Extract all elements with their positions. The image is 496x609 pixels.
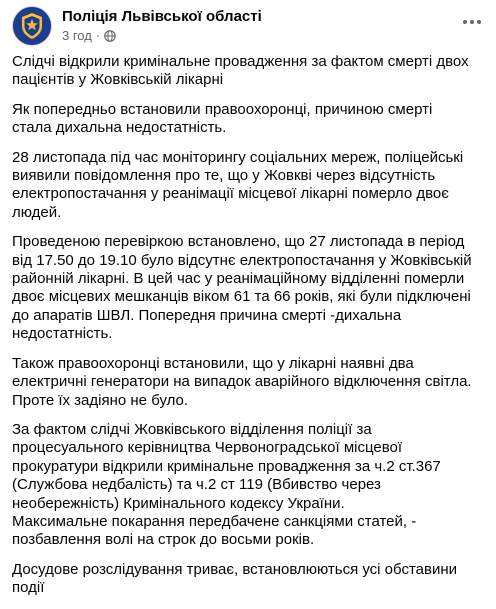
post-line: стала дихальна недостатність. (12, 119, 227, 137)
post-line: 28 листопада під час моніторингу соціальних мереж, поліцейські (12, 148, 464, 166)
post-line: від 17.50 до 19.10 було відсутнє електропостачання у Жовківській (12, 251, 472, 269)
post-line: виявили повідомлення про те, що у Жовкві через відсутність (12, 167, 436, 185)
post-line: За фактом слідчі Жовківського відділення поліції за (12, 420, 372, 438)
post-meta (62, 28, 116, 44)
post-line: прокуратури відкрили кримінальне провадження за ч.2 ст.367 (12, 457, 441, 475)
post-line: Слідчі відкрили кримінальне провадження за фактом смерті двох (12, 53, 469, 70)
post-paragraph (12, 101, 488, 138)
post-line: позбавлення волі на строк до восьми років. (12, 531, 315, 549)
post-line: Також правоохоронці встановили, що у лікарні наявні два (12, 354, 414, 372)
post-line: Проведеною перевіркою встановлено, що 27 листопада в період (12, 233, 465, 251)
post-line: Максимальне покарання передбачене санкціями статей, - (12, 512, 417, 530)
page-name[interactable]: Поліція Львівської області (62, 8, 262, 25)
post-body (12, 53, 488, 609)
post-line: недостатність. (12, 325, 113, 343)
post-timestamp[interactable]: 3 год (62, 28, 92, 43)
post-line: необережність) Кримінального кодексу України. (12, 494, 345, 512)
post-paragraph (12, 355, 488, 410)
post-line: процесуального керівництва Червоноградської місцевої (12, 439, 403, 457)
post-line: електричні генератори на випадок аварійного відключення світла. (12, 373, 472, 391)
post-paragraph (12, 53, 488, 90)
globe-icon[interactable] (104, 30, 116, 42)
post-line: (Службова недбалість) та ч.2 ст 119 (Вбивство через (12, 476, 381, 494)
post-line: пацієнтів у Жовківській лікарні (12, 71, 224, 89)
meta-separator: · (95, 28, 101, 43)
police-badge-icon (13, 7, 51, 45)
post-line: Як попередньо встановили правоохоронці, причиною смерті (12, 100, 433, 118)
page-avatar[interactable] (12, 6, 52, 46)
post-line: події (12, 579, 45, 597)
post-paragraph (12, 561, 488, 598)
post-line: людей. (12, 203, 62, 221)
post-line: Досудове розслідування триває, встановлюються усі обставини (12, 560, 458, 578)
post-line: Проте їх задіяно не було. (12, 391, 189, 409)
post-line: до апаратів ШВЛ. Попередня причина смерті -дихальна (12, 306, 402, 324)
post-paragraph (12, 149, 488, 223)
post-line: двоє місцевих мешканців віком 61 та 66 років, які були підключені (12, 288, 471, 306)
post-paragraph (12, 421, 488, 550)
post-line: районній лікарні. В цей час у реанімаційному відділенні померли (12, 270, 465, 288)
ellipsis-icon[interactable] (458, 12, 486, 32)
post-paragraph (12, 233, 488, 343)
post-line: електропостачання у реанімації місцевої лікарні померло двоє (12, 185, 449, 203)
post-header (12, 6, 488, 46)
